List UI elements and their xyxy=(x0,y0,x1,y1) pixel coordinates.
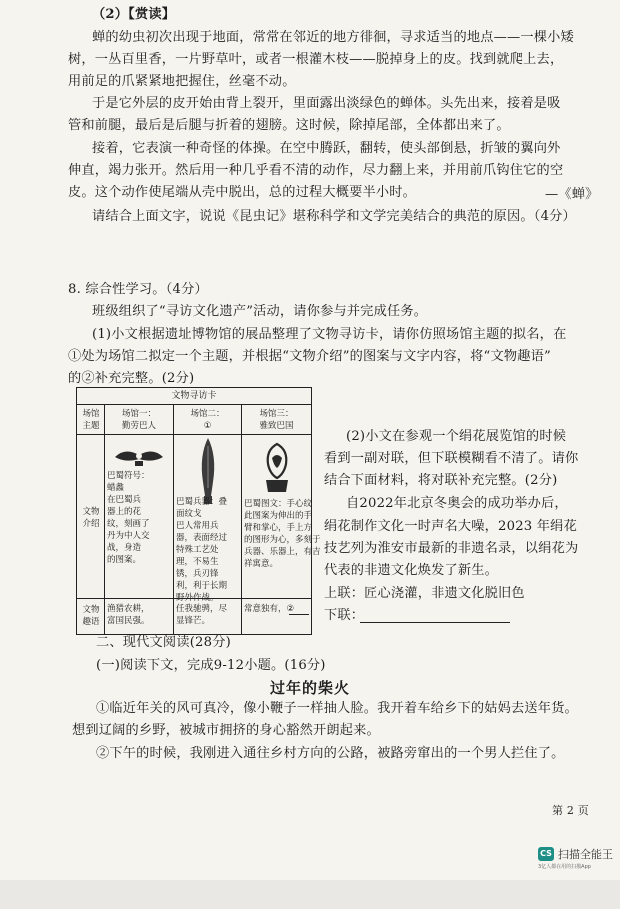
couplet-lower-label: 下联： xyxy=(324,608,365,623)
bird-symbol-icon xyxy=(111,443,167,469)
section7-heading: （2）【赏读】 xyxy=(92,7,176,22)
section8-q1-line-2: ①处为场馆二拟定一个主题，并根据“文物介绍”的图案与文字内容，将“文物趣语” xyxy=(68,349,551,364)
section7-line-8: 皮。这个动作使尾端从壳中脱出，总的过程大概要半小时。 xyxy=(68,185,417,200)
scanner-logo-icon: CS xyxy=(538,847,554,861)
section8-heading: 8. 综合性学习。（4分） xyxy=(68,282,208,297)
venue1-fun: 渔猎农耕， 富国民强。 xyxy=(107,604,150,626)
row-label-intro: 文物 介绍 xyxy=(82,507,100,529)
section7-line-5: 管和前腿，最后是后腿与折着的翅膀。这时候，除掉尾部，全体都出来了。 xyxy=(68,118,510,133)
venue1-intro: 巴蜀符号： 蜡蠡 在巴蜀兵 器上的花 纹，刻画了 丹为中人交 战，身造 的图案。 xyxy=(107,471,150,565)
section7-line-4: 于是它外层的皮开始由背上裂开，里面露出淡绿色的蝉体。头先出来，接着是吸 xyxy=(92,96,561,111)
page-number: 第 2 页 xyxy=(552,804,589,817)
section8-intro: 班级组织了“寻访文化遗产”活动，请你参与并完成任务。 xyxy=(92,304,428,319)
section7-line-1: 蝉的幼虫初次出现于地面，常常在邻近的地方徘徊，寻求适当的地点——一棵小矮 xyxy=(92,30,574,45)
venue2-intro: 巴蜀兵器：叠 面纹戈 巴人常用兵 器，表面经过 特殊工艺处 理，不易生 锈，兵刃锋 利，利于长期 野外作战。 xyxy=(176,497,228,603)
section8-q1-line-1: (1)小文根据遗址博物馆的展品整理了文物寻访卡，请你仿照场馆主题的拟名，在 xyxy=(92,327,567,342)
q2-line-3: 结合下面材料，将对联补充完整。(2分) xyxy=(324,473,558,488)
section7-line-6: 接着，它表演一种奇怪的体操。在空中腾跃，翻转，使头部倒悬，折皱的翼向外 xyxy=(92,141,561,156)
essay-title: 过年的柴火 xyxy=(269,679,350,697)
footer-bar xyxy=(0,880,620,909)
part2-sub: (一)阅读下文，完成9-12小题。(16分) xyxy=(96,658,326,673)
venue1-theme: 场馆一： 勤劳巴人 xyxy=(121,409,156,431)
essay-p1-line-1: ①临近年关的风可真冷，像小鞭子一样抽人脸。我开着车给乡下的姑妈去送年货。 xyxy=(96,701,578,716)
q2-line-7: 代表的非遗文化焕发了新生。 xyxy=(324,563,499,578)
venue3-theme: 场馆三： 雅致巴国 xyxy=(259,409,294,431)
venue3-fun: 常意独有，② xyxy=(244,604,295,614)
venue2-theme: 场馆二： ① xyxy=(190,409,225,431)
scanner-tagline: 3亿人都在用的扫描App xyxy=(538,864,591,870)
essay-p1-line-2: 想到辽阔的乡野，被城市拥挤的身心豁然开朗起来。 xyxy=(72,723,380,738)
couplet-lower-blank[interactable] xyxy=(360,622,510,623)
section7-line-3: 用前足的爪紧紧地把握住，丝毫不动。 xyxy=(68,74,296,89)
essay-p2: ②下午的时候，我刚进入通往乡村方向的公路，被路旁窜出的一个男人拦住了。 xyxy=(96,746,565,761)
row-label-theme: 场馆 主题 xyxy=(82,409,100,431)
card-title: 文物寻访卡 xyxy=(77,388,311,405)
section8-q1-line-3: 的②补充完整。(2分) xyxy=(68,371,195,386)
venue3-intro: 巴蜀图文：手心纹 此图案为伸出的手 臂和掌心，手上方 的图形为心，多刻于 兵器、乐器上，有吉 祥寓意。 xyxy=(244,499,321,569)
section7-source: —《蝉》 xyxy=(545,187,599,202)
scanner-name: 扫描全能王 xyxy=(558,848,613,861)
answer-blank-2[interactable] xyxy=(289,614,309,615)
artifact-card-table xyxy=(76,387,321,635)
q2-line-4: 自2022年北京冬奥会的成功举办后， xyxy=(346,496,568,511)
section7-line-2: 树，一丛百里香，一片野草叶，或者一根灌木枝——脱掉身上的皮。找到就爬上去， xyxy=(68,52,564,67)
section7-question: 请结合上面文字，说说《昆虫记》堪称科学和文学完美结合的典范的原因。（4分） xyxy=(92,209,576,224)
q2-line-2: 看到一副对联，但下联模糊看不清了。请你 xyxy=(324,451,579,466)
q2-line-5: 绢花制作文化一时声名大噪，2023 年绢花 xyxy=(324,519,577,534)
venue2-fun: 任我驰骋，尽 显锋芒。 xyxy=(176,604,228,626)
q2-line-1: (2)小文在参观一个绢花展览馆的时候 xyxy=(346,429,567,444)
row-label-fun: 文物 趣语 xyxy=(82,605,100,627)
part2-heading: 二、现代文阅读(28分) xyxy=(96,635,231,650)
couplet-upper: 上联：匠心浇灌，非遗文化脱旧色 xyxy=(324,586,525,601)
hand-heart-pattern-icon xyxy=(260,440,294,496)
section7-line-7: 伸直，竭力张开。然后用一种几乎看不清的动作，尽力翻上来，并用前爪钩住它的空 xyxy=(68,163,564,178)
q2-line-6: 技艺列为淮安市最新的非遗名录，以绢花为 xyxy=(324,541,579,556)
